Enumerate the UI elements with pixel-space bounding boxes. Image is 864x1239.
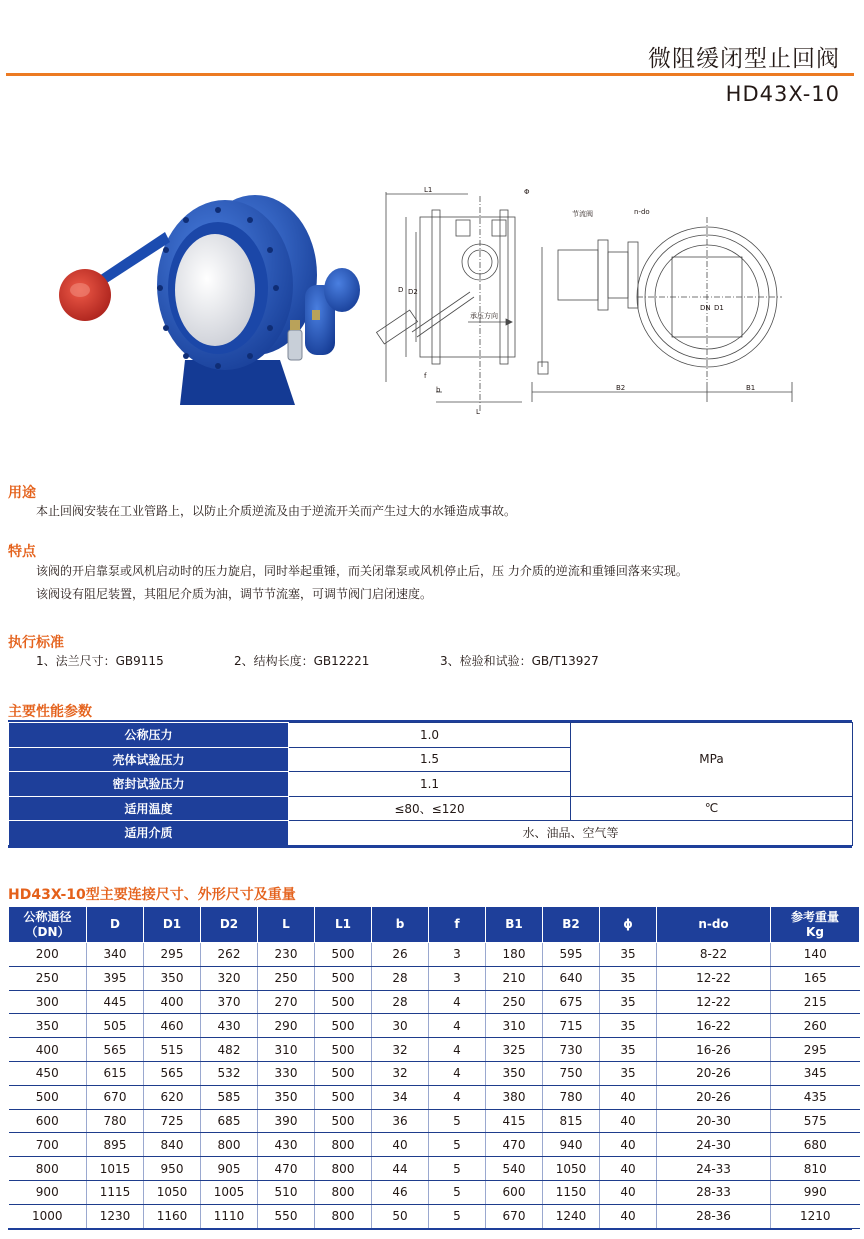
- table-cell: 430: [258, 1133, 315, 1157]
- table-cell: 4: [429, 1038, 486, 1062]
- table-cell: 320: [201, 966, 258, 990]
- table-cell: 600: [486, 1180, 543, 1204]
- table-cell: 1050: [144, 1180, 201, 1204]
- table-cell: 670: [87, 1085, 144, 1109]
- usage-text: 本止回阀安装在工业管路上，以防止介质逆流及由于逆流开关而产生过大的水锤造成事故。: [36, 504, 517, 518]
- table-cell: 415: [486, 1109, 543, 1133]
- perf-value: 1.5: [289, 747, 571, 772]
- title-divider: [6, 73, 854, 76]
- table-cell: 5: [429, 1109, 486, 1133]
- label-b: b: [436, 386, 441, 394]
- label-d2: D2: [408, 288, 418, 296]
- table-cell: 500: [315, 990, 372, 1014]
- dimensions-header-row: [9, 907, 860, 943]
- table-cell: 800: [315, 1157, 372, 1181]
- table-cell: 500: [315, 1109, 372, 1133]
- table-cell: 470: [258, 1157, 315, 1181]
- table-cell: 482: [201, 1038, 258, 1062]
- table-cell: 620: [144, 1085, 201, 1109]
- table-cell: 500: [315, 1038, 372, 1062]
- perf-label: 适用温度: [9, 796, 289, 821]
- table-cell: 640: [543, 966, 600, 990]
- table-cell: 1240: [543, 1204, 600, 1228]
- label-throttle: 节流阀: [572, 210, 593, 218]
- standards-title: 执行标准: [8, 635, 64, 651]
- perf-label: 壳体试验压力: [9, 747, 289, 772]
- valve-photo: [50, 190, 370, 420]
- table-cell: 5: [429, 1180, 486, 1204]
- table-cell: 32: [372, 1061, 429, 1085]
- table-cell: 680: [771, 1133, 860, 1157]
- performance-title: 主要性能参数: [8, 704, 92, 720]
- table-cell: 505: [87, 1014, 144, 1038]
- dimensions-body: [9, 943, 860, 1229]
- table-cell: 780: [543, 1085, 600, 1109]
- table-cell: 940: [543, 1133, 600, 1157]
- table-cell: 500: [315, 1061, 372, 1085]
- performance-table: [8, 722, 853, 846]
- table-cell: 595: [543, 943, 600, 967]
- dimensions-bottom-rule: [8, 1228, 852, 1230]
- table-cell: 390: [258, 1109, 315, 1133]
- table-cell: 44: [372, 1157, 429, 1181]
- table-row: [9, 1085, 860, 1109]
- table-cell: 400: [9, 1038, 87, 1062]
- table-cell: 815: [543, 1109, 600, 1133]
- dimensions-header-cell: B1: [486, 907, 543, 943]
- usage-title: 用途: [8, 485, 36, 501]
- table-cell: 270: [258, 990, 315, 1014]
- table-cell: 340: [87, 943, 144, 967]
- label-d1: D1: [714, 304, 724, 312]
- table-cell: 565: [87, 1038, 144, 1062]
- table-cell: 750: [543, 1061, 600, 1085]
- dimensions-header-cell: 参考重量 Kg: [771, 907, 860, 943]
- table-row: [9, 1061, 860, 1085]
- label-l: L: [476, 408, 480, 416]
- label-l1: L1: [424, 186, 433, 194]
- table-cell: 28-36: [657, 1204, 771, 1228]
- table-row: [9, 1014, 860, 1038]
- table-cell: 3: [429, 943, 486, 967]
- table-cell: 900: [9, 1180, 87, 1204]
- table-row: [9, 943, 860, 967]
- standard-item-1: 1、法兰尺寸：GB9115: [36, 654, 164, 668]
- table-cell: 4: [429, 1061, 486, 1085]
- table-cell: 5: [429, 1133, 486, 1157]
- dimensions-header-cell: n-do: [657, 907, 771, 943]
- table-cell: 230: [258, 943, 315, 967]
- table-cell: 24-33: [657, 1157, 771, 1181]
- table-cell: 35: [600, 1014, 657, 1038]
- table-cell: 310: [486, 1014, 543, 1038]
- table-cell: 435: [771, 1085, 860, 1109]
- dimensions-header-cell: D1: [144, 907, 201, 943]
- performance-row: [9, 723, 853, 748]
- table-cell: 500: [9, 1085, 87, 1109]
- table-cell: 34: [372, 1085, 429, 1109]
- table-cell: 12-22: [657, 990, 771, 1014]
- label-flow: 承压方向: [470, 312, 498, 320]
- table-cell: 210: [486, 966, 543, 990]
- dimensions-header-cell: 公称通径 （DN）: [9, 907, 87, 943]
- table-cell: 685: [201, 1109, 258, 1133]
- table-cell: 35: [600, 1061, 657, 1085]
- table-cell: 470: [486, 1133, 543, 1157]
- dimensions-header-cell: B2: [543, 907, 600, 943]
- perf-unit-temp: ℃: [571, 796, 853, 821]
- table-cell: 800: [315, 1133, 372, 1157]
- table-cell: 50: [372, 1204, 429, 1228]
- table-row: [9, 1204, 860, 1228]
- table-cell: 615: [87, 1061, 144, 1085]
- perf-label: 密封试验压力: [9, 772, 289, 797]
- table-cell: 35: [600, 966, 657, 990]
- perf-unit-pressure: MPa: [571, 723, 853, 797]
- table-cell: 510: [258, 1180, 315, 1204]
- table-cell: 28: [372, 990, 429, 1014]
- table-cell: 5: [429, 1157, 486, 1181]
- label-b2: B2: [616, 384, 626, 392]
- table-cell: 4: [429, 1085, 486, 1109]
- dimensions-table: [8, 906, 860, 1229]
- table-cell: 262: [201, 943, 258, 967]
- table-cell: 395: [87, 966, 144, 990]
- table-cell: 35: [600, 943, 657, 967]
- table-cell: 780: [87, 1109, 144, 1133]
- table-cell: 515: [144, 1038, 201, 1062]
- table-cell: 28-33: [657, 1180, 771, 1204]
- table-cell: 20-30: [657, 1109, 771, 1133]
- table-cell: 532: [201, 1061, 258, 1085]
- features-line-1: 该阀的开启靠泵或风机启动时的压力旋启，同时举起重锤，而关闭靠泵或风机停止后，压 力介质的逆流和重锤回落来实现。: [36, 564, 688, 578]
- table-cell: 250: [9, 966, 87, 990]
- label-ndo: n-do: [634, 208, 650, 216]
- dimensions-header-cell: ϕ: [600, 907, 657, 943]
- table-cell: 1050: [543, 1157, 600, 1181]
- dimensions-header-cell: L: [258, 907, 315, 943]
- table-cell: 540: [486, 1157, 543, 1181]
- page-title: 微阻缓闭型止回阀: [648, 46, 840, 72]
- table-cell: 40: [600, 1204, 657, 1228]
- dimensions-header-cell: D2: [201, 907, 258, 943]
- technical-drawing: [372, 182, 802, 428]
- table-cell: 250: [486, 990, 543, 1014]
- table-row: [9, 1109, 860, 1133]
- table-cell: 350: [9, 1014, 87, 1038]
- table-cell: 40: [372, 1133, 429, 1157]
- table-cell: 290: [258, 1014, 315, 1038]
- table-cell: 350: [144, 966, 201, 990]
- table-cell: 460: [144, 1014, 201, 1038]
- table-cell: 3: [429, 966, 486, 990]
- table-cell: 35: [600, 990, 657, 1014]
- table-cell: 24-30: [657, 1133, 771, 1157]
- label-dn: DN: [700, 304, 711, 312]
- table-cell: 1115: [87, 1180, 144, 1204]
- table-cell: 400: [144, 990, 201, 1014]
- standard-item-3: 3、检验和试验：GB/T13927: [440, 654, 599, 668]
- table-cell: 950: [144, 1157, 201, 1181]
- table-cell: 295: [771, 1038, 860, 1062]
- table-cell: 1000: [9, 1204, 87, 1228]
- table-cell: 1005: [201, 1180, 258, 1204]
- table-cell: 40: [600, 1157, 657, 1181]
- table-cell: 16-22: [657, 1014, 771, 1038]
- table-cell: 215: [771, 990, 860, 1014]
- table-cell: 1015: [87, 1157, 144, 1181]
- table-cell: 36: [372, 1109, 429, 1133]
- table-cell: 990: [771, 1180, 860, 1204]
- table-cell: 840: [144, 1133, 201, 1157]
- table-cell: 800: [315, 1204, 372, 1228]
- performance-bottom-rule: [8, 845, 852, 848]
- table-cell: 430: [201, 1014, 258, 1038]
- table-cell: 1230: [87, 1204, 144, 1228]
- table-cell: 200: [9, 943, 87, 967]
- table-cell: 670: [486, 1204, 543, 1228]
- table-cell: 675: [543, 990, 600, 1014]
- table-cell: 295: [144, 943, 201, 967]
- perf-label: 公称压力: [9, 723, 289, 748]
- table-cell: 565: [144, 1061, 201, 1085]
- features-line-2: 该阀设有阻尼装置，其阻尼介质为油，调节节流塞，可调节阀门启闭速度。: [36, 587, 433, 601]
- table-cell: 1110: [201, 1204, 258, 1228]
- table-cell: 1150: [543, 1180, 600, 1204]
- table-cell: 325: [486, 1038, 543, 1062]
- dimensions-header-cell: f: [429, 907, 486, 943]
- table-row: [9, 990, 860, 1014]
- dimensions-header-cell: D: [87, 907, 144, 943]
- dimensions-title: HD43X-10型主要连接尺寸、外形尺寸及重量: [8, 887, 296, 903]
- table-cell: 550: [258, 1204, 315, 1228]
- performance-row: [9, 796, 853, 821]
- table-cell: 445: [87, 990, 144, 1014]
- table-cell: 725: [144, 1109, 201, 1133]
- dimensions-header-cell: b: [372, 907, 429, 943]
- table-cell: 370: [201, 990, 258, 1014]
- table-cell: 5: [429, 1204, 486, 1228]
- table-cell: 40: [600, 1109, 657, 1133]
- table-cell: 310: [258, 1038, 315, 1062]
- table-cell: 300: [9, 990, 87, 1014]
- dimensions-header-cell: L1: [315, 907, 372, 943]
- table-cell: 350: [486, 1061, 543, 1085]
- table-cell: 450: [9, 1061, 87, 1085]
- perf-label: 适用介质: [9, 821, 289, 846]
- features-title: 特点: [8, 544, 36, 560]
- table-cell: 20-26: [657, 1061, 771, 1085]
- perf-value: 1.1: [289, 772, 571, 797]
- perf-value: 水、油品、空气等: [289, 821, 853, 846]
- table-cell: 260: [771, 1014, 860, 1038]
- table-row: [9, 1157, 860, 1181]
- table-cell: 28: [372, 966, 429, 990]
- label-phi: Φ: [524, 188, 530, 196]
- table-cell: 32: [372, 1038, 429, 1062]
- table-cell: 20-26: [657, 1085, 771, 1109]
- table-cell: 165: [771, 966, 860, 990]
- table-cell: 26: [372, 943, 429, 967]
- table-cell: 250: [258, 966, 315, 990]
- perf-value: 1.0: [289, 723, 571, 748]
- table-cell: 12-22: [657, 966, 771, 990]
- table-cell: 4: [429, 990, 486, 1014]
- table-cell: 500: [315, 966, 372, 990]
- table-cell: 800: [9, 1157, 87, 1181]
- table-cell: 500: [315, 1014, 372, 1038]
- table-cell: 140: [771, 943, 860, 967]
- performance-row: [9, 821, 853, 846]
- table-row: [9, 1038, 860, 1062]
- table-cell: 700: [9, 1133, 87, 1157]
- perf-value: ≤80、≤120: [289, 796, 571, 821]
- table-cell: 180: [486, 943, 543, 967]
- table-cell: 1160: [144, 1204, 201, 1228]
- table-cell: 600: [9, 1109, 87, 1133]
- table-cell: 380: [486, 1085, 543, 1109]
- table-cell: 905: [201, 1157, 258, 1181]
- table-cell: 500: [315, 1085, 372, 1109]
- table-cell: 1210: [771, 1204, 860, 1228]
- table-cell: 895: [87, 1133, 144, 1157]
- table-cell: 585: [201, 1085, 258, 1109]
- table-cell: 40: [600, 1133, 657, 1157]
- table-cell: 4: [429, 1014, 486, 1038]
- table-row: [9, 1133, 860, 1157]
- table-cell: 800: [315, 1180, 372, 1204]
- table-cell: 40: [600, 1180, 657, 1204]
- table-cell: 16-26: [657, 1038, 771, 1062]
- table-cell: 345: [771, 1061, 860, 1085]
- label-f: f: [424, 372, 427, 380]
- table-cell: 500: [315, 943, 372, 967]
- label-d: D: [398, 286, 404, 294]
- standard-item-2: 2、结构长度：GB12221: [234, 654, 370, 668]
- table-cell: 46: [372, 1180, 429, 1204]
- table-cell: 35: [600, 1038, 657, 1062]
- table-cell: 800: [201, 1133, 258, 1157]
- table-cell: 575: [771, 1109, 860, 1133]
- table-cell: 330: [258, 1061, 315, 1085]
- table-cell: 8-22: [657, 943, 771, 967]
- table-cell: 30: [372, 1014, 429, 1038]
- table-cell: 715: [543, 1014, 600, 1038]
- label-b1: B1: [746, 384, 756, 392]
- table-cell: 40: [600, 1085, 657, 1109]
- table-cell: 810: [771, 1157, 860, 1181]
- table-row: [9, 966, 860, 990]
- table-row: [9, 1180, 860, 1204]
- table-cell: 730: [543, 1038, 600, 1062]
- model-number: HD43X-10: [725, 82, 840, 106]
- table-cell: 350: [258, 1085, 315, 1109]
